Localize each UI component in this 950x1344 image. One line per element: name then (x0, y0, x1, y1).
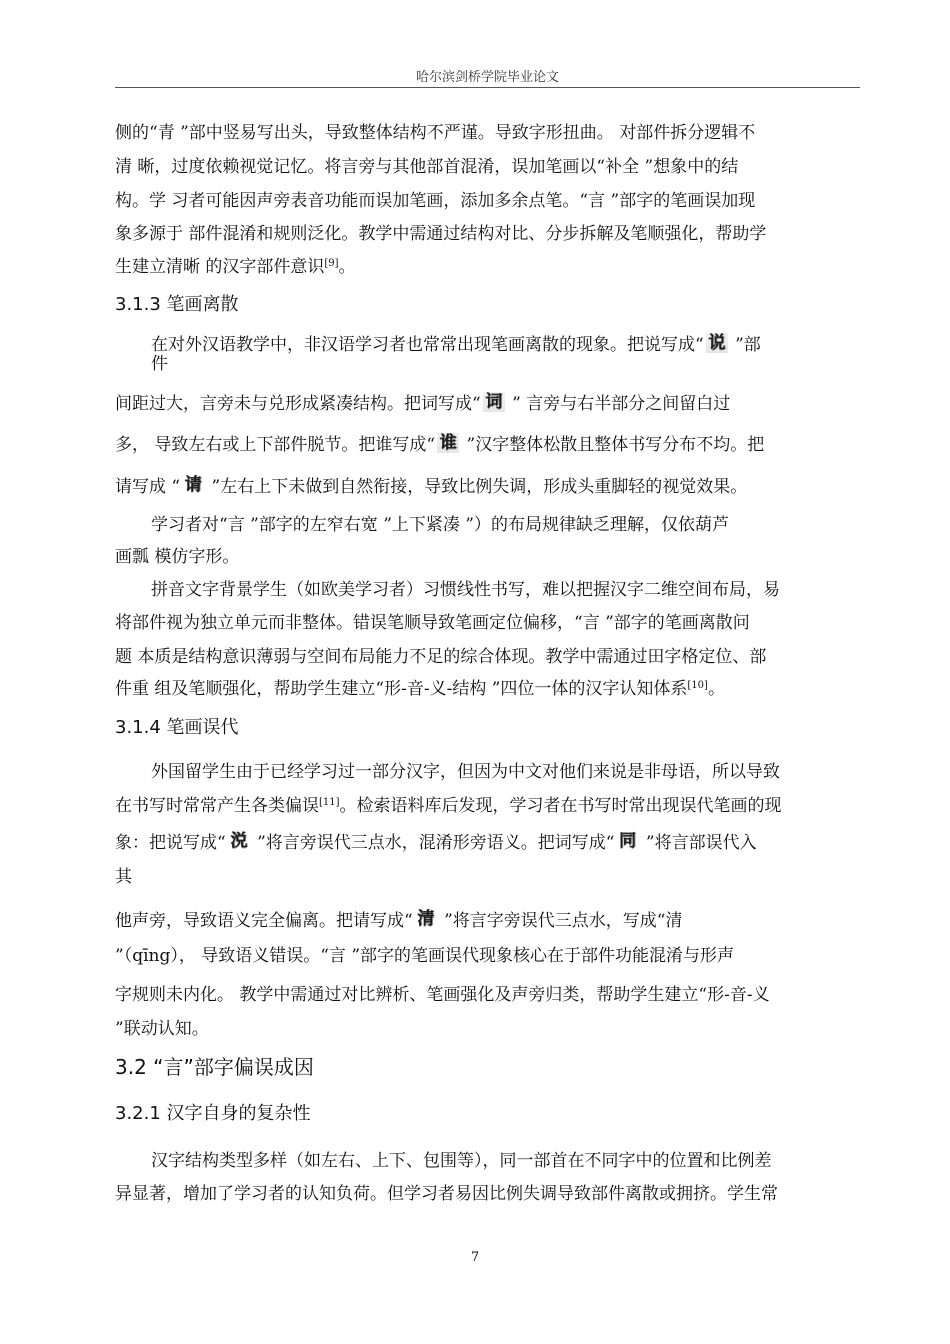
s314-line-8: ”联动认知。 (115, 1019, 209, 1039)
section-heading-3-2-1: 3.2.1 汉字自身的复杂性 (115, 1103, 311, 1124)
s313-line-3: 多， 导致左右或上下部件脱节。把谁写成“ 谁 ”汉字整体松散且整体书写分布不均。把 (115, 433, 765, 455)
p1-line-5: 生建立清晰 的汉字部件意识[9]。 (115, 257, 356, 277)
s314-line-3: 象：把说写成“ 涚 ”将言旁误代三点水，混淆形旁语义。把词写成“ 同 ”将言部误代入 (115, 831, 757, 853)
s313-line-9: 题 本质是结构意识薄弱与空间布局能力不足的综合体现。教学中需通过田字格定位、部 (115, 647, 767, 667)
s314-line-5: 他声旁，导致语义完全偏离。把请写成“ 清 ”将言字旁误代三点水，写成“清 (115, 909, 683, 931)
s321-line-2: 异显著，增加了学习者的认知负荷。但学习者易因比例失调导致部件离散或拥挤。学生常 (115, 1184, 778, 1204)
s321-line-1: 汉字结构类型多样（如左右、上下、包围等），同一部首在不同字中的位置和比例差 (151, 1151, 772, 1171)
citation: [11] (319, 797, 340, 808)
s313-line-5: 学习者对“言 ”部字的左窄右宽 ”上下紧凑 ”）的布局规律缺乏理解，仅依葫芦 (151, 515, 729, 535)
handwritten-ci-substituted-image: 同 (619, 831, 636, 851)
handwritten-qing-sparse-image: 请 (184, 475, 202, 495)
s314-line-2: 在书写时常常产生各类偏误[11]。检索语料库后发现，学习者在书写时常出现误代笔画的现 (115, 796, 782, 816)
s313-line-10: 件重 组及笔顺强化，帮助学生建立“形-音-义-结构 ”四位一体的汉字认知体系[10]。 (115, 679, 725, 699)
s314-line-4: 其 (115, 867, 132, 887)
header-rule (115, 87, 860, 88)
handwritten-shuo-substituted-image: 涚 (230, 831, 248, 851)
s314-line-1: 外国留学生由于已经学习过一部分汉字，但因为中文对他们来说是非母语，所以导致 (151, 762, 780, 782)
running-header: 哈尔滨剑桥学院毕业论文 (415, 70, 559, 85)
section-heading-3-1-4: 3.1.4 笔画误代 (115, 717, 239, 738)
handwritten-shuo-sparse-image: 说 (706, 333, 728, 353)
p1-line-3: 构。学 习者可能因声旁表音功能而误加笔画，添加多余点笔。“言 ”部字的笔画误加现 (115, 191, 756, 211)
s313-line-1-wrap: 件 (151, 354, 168, 374)
page-number: 7 (470, 1250, 480, 1265)
citation: [10] (687, 680, 708, 691)
citation: [9] (324, 258, 339, 269)
p1-line-4: 象多源于 部件混淆和规则泛化。教学中需通过结构对比、分步拆解及笔顺强化，帮助学 (115, 224, 767, 244)
s313-line-1: 在对外汉语教学中，非汉语学习者也常常出现笔画离散的现象。把说写成“ 说 ”部 (151, 333, 761, 355)
p1-line-1: 侧的“青 ”部中竖易写出头，导致整体结构不严谨。导致字形扭曲。 对部件拆分逻辑不 (115, 123, 756, 143)
handwritten-shui-sparse-image: 谁 (437, 433, 459, 453)
s314-line-7: 字规则未内化。 教学中需通过对比辨析、笔画强化及声旁归类，帮助学生建立“形-音-义 (115, 985, 770, 1005)
handwritten-ci-sparse-image: 词 (483, 392, 505, 412)
s313-line-6: 画瓢 模仿字形。 (115, 547, 240, 567)
section-heading-3-1-3: 3.1.3 笔画离散 (115, 294, 239, 315)
s313-line-8: 将部件视为独立单元而非整体。错误笔顺导致笔画定位偏移，“言 ”部字的笔画离散问 (115, 613, 750, 633)
section-heading-3-2: 3.2 “言”部字偏误成因 (115, 1055, 314, 1079)
handwritten-qing-substituted-image: 清 (417, 909, 435, 929)
p1-line-2: 清 晰，过度依赖视觉记忆。将言旁与其他部首混淆，误加笔画以“补全 ”想象中的结 (115, 157, 739, 177)
s313-line-2: 间距过大，言旁未与兑形成紧凑结构。把词写成“ 词 ” 言旁与右半部分之间留白过 (115, 392, 731, 414)
s314-line-6: ”（qīng）， 导致语义错误。“言 ”部字的笔画误代现象核心在于部件功能混淆与形声 (115, 946, 735, 966)
s313-line-4: 请写成 “ 请 ”左右上下未做到自然衔接，导致比例失调，形成头重脚轻的视觉效果。 (115, 475, 748, 497)
s313-line-7: 拼音文字背景学生（如欧美学习者）习惯线性书写，难以把握汉字二维空间布局，易 (151, 580, 780, 600)
